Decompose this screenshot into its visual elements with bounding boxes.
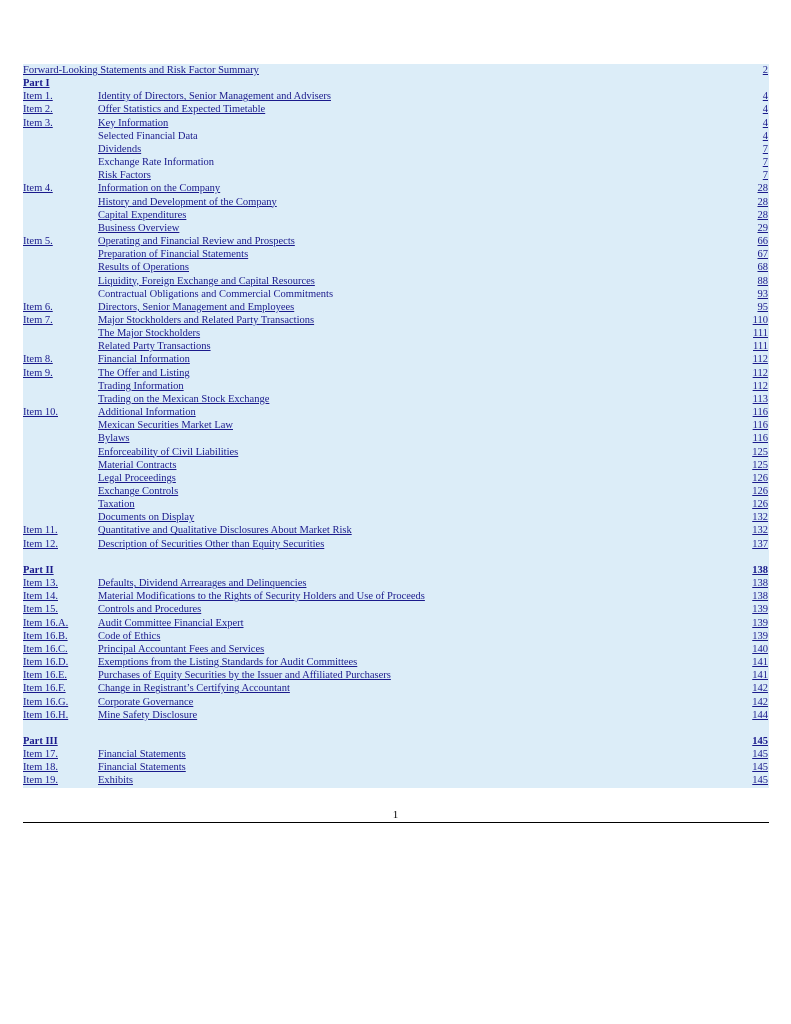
toc-row <box>23 261 769 274</box>
item-number-link[interactable]: Item 2. <box>23 104 53 116</box>
page-number-link[interactable]: 137 <box>752 538 768 550</box>
page-number-link[interactable]: 138 <box>752 564 768 576</box>
toc-row <box>23 472 769 485</box>
toc-row <box>23 485 769 498</box>
page-number-link[interactable]: 7 <box>762 143 768 155</box>
toc-row <box>23 511 769 524</box>
item-number-link[interactable]: Item 17. <box>23 749 58 761</box>
toc-row <box>23 275 769 288</box>
item-number-link[interactable]: Item 14. <box>23 591 58 603</box>
toc-row <box>23 630 769 643</box>
page-number-link[interactable]: 28 <box>757 209 768 221</box>
toc-row <box>23 538 769 551</box>
section-title-link[interactable]: Capital Expenditures <box>98 209 187 221</box>
section-title-link[interactable]: Operating and Financial Review and Prospects <box>98 236 295 248</box>
section-title-link[interactable]: History and Development of the Company <box>98 196 277 208</box>
page-number-link[interactable]: 111 <box>753 341 768 353</box>
page-number-link[interactable]: 2 <box>762 65 768 76</box>
section-title-link[interactable]: Forward-Looking Statements and Risk Factor Summary <box>23 65 259 76</box>
section-title-link[interactable]: Exhibits <box>98 775 134 787</box>
page-number-link[interactable]: 116 <box>752 433 768 445</box>
item-number-link[interactable]: Item 8. <box>23 354 53 366</box>
toc-row <box>23 222 769 235</box>
toc-row <box>23 301 769 314</box>
page-number-link[interactable]: 126 <box>752 472 768 484</box>
toc-row <box>23 656 769 669</box>
toc-row <box>23 669 769 682</box>
page-number-link[interactable]: 93 <box>757 288 768 300</box>
page-number-link[interactable]: 125 <box>752 446 768 458</box>
toc-row <box>23 380 769 393</box>
section-title-link[interactable]: Audit Committee Financial Expert <box>98 617 244 629</box>
page-number-link[interactable]: 139 <box>752 604 768 616</box>
section-title-link[interactable]: Material Contracts <box>98 459 177 471</box>
item-number-link[interactable]: Item 16.A. <box>23 617 69 629</box>
section-title-link[interactable]: Liquidity, Foreign Exchange and Capital Resources <box>98 275 315 287</box>
section-title-link[interactable]: Quantitative and Qualitative Disclosures About Market Risk <box>98 525 352 537</box>
item-number-link[interactable]: Item 10. <box>23 407 58 419</box>
page-number-link[interactable]: 112 <box>752 354 768 366</box>
page-number-link[interactable]: 139 <box>752 617 768 629</box>
toc-row <box>23 103 769 116</box>
section-title-link[interactable]: Corporate Governance <box>98 696 194 708</box>
page-number-link[interactable]: 141 <box>752 670 768 682</box>
page-number-link[interactable]: 112 <box>752 367 768 379</box>
item-number-link[interactable]: Item 13. <box>23 578 58 590</box>
toc-row <box>23 130 769 143</box>
page-number-link[interactable]: 29 <box>757 222 768 234</box>
toc-row <box>23 524 769 537</box>
toc-spacer-row <box>23 551 769 564</box>
section-title-link[interactable]: Dividends <box>98 143 142 155</box>
page-number-link[interactable]: 111 <box>753 328 768 340</box>
item-number-link[interactable]: Item 5. <box>23 236 53 248</box>
page-number-link[interactable]: 142 <box>752 696 768 708</box>
toc-part-row <box>23 735 769 748</box>
toc-row <box>23 340 769 353</box>
section-title-link[interactable]: Controls and Procedures <box>98 604 202 616</box>
item-number-link[interactable]: Item 9. <box>23 367 53 379</box>
section-title-link: Selected Financial Data <box>98 130 198 142</box>
toc-row <box>23 761 769 774</box>
page-number-link[interactable]: 116 <box>752 407 768 419</box>
page-number-link[interactable]: 110 <box>752 314 768 326</box>
section-title-link[interactable]: Description of Securities Other than Equity Securities <box>98 538 325 550</box>
section-title-link: Contractual Obligations and Commercial Commitments <box>98 288 334 300</box>
item-number-link[interactable]: Item 15. <box>23 604 58 616</box>
page-number-link[interactable]: 125 <box>752 459 768 471</box>
page-number-link[interactable]: 112 <box>752 380 768 392</box>
item-number-link[interactable]: Item 1. <box>23 91 53 103</box>
toc-part-row <box>23 77 769 90</box>
item-number-link[interactable]: Item 16.F. <box>23 683 66 695</box>
page-number-link[interactable]: 116 <box>752 420 768 432</box>
toc-row <box>23 367 769 380</box>
toc-row <box>23 288 769 301</box>
item-number-link[interactable]: Item 16.H. <box>23 709 69 721</box>
toc-row <box>23 432 769 445</box>
page-number-link[interactable]: 144 <box>752 709 768 721</box>
item-number-link[interactable]: Item 12. <box>23 538 58 550</box>
page-number-link[interactable]: 68 <box>757 262 768 274</box>
page-number-link[interactable]: 145 <box>752 775 768 787</box>
section-title-link[interactable]: Business Overview <box>98 222 180 234</box>
section-title-link[interactable]: Mine Safety Disclosure <box>98 709 198 721</box>
page-number-link[interactable]: 132 <box>752 525 768 537</box>
toc-row <box>23 682 769 695</box>
toc-row <box>23 117 769 130</box>
page-number-link[interactable]: 139 <box>752 630 768 642</box>
page-number-link[interactable]: 140 <box>752 643 768 655</box>
toc-row <box>23 603 769 616</box>
toc-row <box>23 419 769 432</box>
page-number-link[interactable]: 138 <box>752 591 768 603</box>
page-number-link[interactable]: 4 <box>762 130 768 142</box>
toc-row <box>23 169 769 182</box>
page-number-link[interactable]: 145 <box>752 749 768 761</box>
toc-row <box>23 353 769 366</box>
item-number-link[interactable]: Item 19. <box>23 775 58 787</box>
item-number-link[interactable]: Item 11. <box>23 525 58 537</box>
section-title-link[interactable]: Directors, Senior Management and Employees <box>98 301 295 313</box>
page-number-link[interactable]: 7 <box>762 157 768 169</box>
item-number-link[interactable]: Item 3. <box>23 117 53 129</box>
section-title-link[interactable]: Bylaws <box>98 433 130 445</box>
page-number-link[interactable]: 132 <box>752 512 768 524</box>
page-number-link[interactable]: 145 <box>752 735 768 747</box>
toc-row <box>23 393 769 406</box>
footer-divider <box>23 822 769 823</box>
page-number-link[interactable]: 4 <box>762 117 768 129</box>
item-number-link[interactable]: Item 18. <box>23 762 58 774</box>
page-number-link[interactable]: 88 <box>757 275 768 287</box>
page-number-link[interactable]: 138 <box>752 578 768 590</box>
toc-row <box>23 327 769 340</box>
section-title-link[interactable]: Purchases of Equity Securities by the Issuer and Affiliated Purchasers <box>98 670 391 682</box>
toc-row <box>23 617 769 630</box>
section-title-link[interactable]: Documents on Display <box>98 512 195 524</box>
section-title-link[interactable]: Code of Ethics <box>98 630 161 642</box>
section-title-link[interactable]: Enforceability of Civil Liabilities <box>98 446 239 458</box>
page-number-link[interactable]: 28 <box>757 196 768 208</box>
item-number-link[interactable]: Item 7. <box>23 314 53 326</box>
section-title-link[interactable]: Trading on the Mexican Stock Exchange <box>98 393 270 405</box>
section-title-link[interactable]: Information on the Company <box>98 183 221 195</box>
part-heading-link[interactable]: Part II <box>23 564 54 576</box>
section-title-link[interactable]: Financial Information <box>98 354 190 366</box>
section-title-link[interactable]: Financial Statements <box>98 749 186 761</box>
section-title-link[interactable]: Risk Factors <box>98 170 151 182</box>
section-title-link[interactable]: Related Party Transactions <box>98 341 211 353</box>
toc-row <box>23 577 769 590</box>
section-title-link[interactable]: Preparation of Financial Statements <box>98 249 249 261</box>
section-title-link[interactable]: Major Stockholders and Related Party Transactions <box>98 314 315 326</box>
toc-row <box>23 459 769 472</box>
item-number-link[interactable]: Item 16.G. <box>23 696 69 708</box>
toc-row <box>23 314 769 327</box>
page-number-link[interactable]: 4 <box>762 104 768 116</box>
toc-row <box>23 696 769 709</box>
page-number-link[interactable]: 145 <box>752 762 768 774</box>
item-number-link[interactable]: Item 16.C. <box>23 643 68 655</box>
section-title-link[interactable]: Key Information <box>98 117 169 129</box>
toc-row <box>23 196 769 209</box>
toc-row <box>23 406 769 419</box>
page-number-link[interactable]: 28 <box>757 183 768 195</box>
section-title-link[interactable]: Exchange Controls <box>98 486 179 497</box>
toc-row <box>23 748 769 761</box>
page-number: 1 <box>392 809 399 821</box>
item-number-link[interactable]: Item 16.E. <box>23 670 68 682</box>
section-title-link[interactable]: Taxation <box>98 499 135 511</box>
page-number-link[interactable]: 4 <box>762 91 768 103</box>
section-title-link[interactable]: Financial Statements <box>98 762 186 774</box>
section-title-link[interactable]: Material Modifications to the Rights of Security Holders and Use of Proceeds <box>98 591 425 603</box>
section-title-link[interactable]: Legal Proceedings <box>98 472 176 484</box>
page-number-link[interactable]: 126 <box>752 499 768 511</box>
toc-row <box>23 446 769 459</box>
toc-spacer-row <box>23 722 769 735</box>
section-title-link[interactable]: The Offer and Listing <box>98 367 190 379</box>
section-title-link[interactable]: Mexican Securities Market Law <box>98 420 233 432</box>
page-number-link[interactable]: 7 <box>762 170 768 182</box>
item-number-link[interactable]: Item 16.D. <box>23 657 69 669</box>
section-title-link[interactable]: Offer Statistics and Expected Timetable <box>98 104 266 116</box>
toc-row <box>23 64 769 77</box>
toc-row <box>23 498 769 511</box>
toc-row <box>23 90 769 103</box>
section-title-link[interactable]: Results of Operations <box>98 262 189 274</box>
section-title-link[interactable]: Defaults, Dividend Arrearages and Delinquencies <box>98 578 307 590</box>
item-number-link[interactable]: Item 16.B. <box>23 630 68 642</box>
part-heading-link[interactable]: Part I <box>23 78 50 90</box>
page-number-link[interactable]: 113 <box>752 393 768 405</box>
section-title-link[interactable]: Exemptions from the Listing Standards for Audit Committees <box>98 657 358 669</box>
section-title-link[interactable]: The Major Stockholders <box>98 328 201 340</box>
item-number-link[interactable]: Item 6. <box>23 301 53 313</box>
section-title-link[interactable]: Change in Registrant’s Certifying Accountant <box>98 683 290 695</box>
toc-row <box>23 209 769 222</box>
page-number-link[interactable]: 67 <box>757 249 768 261</box>
toc-row <box>23 235 769 248</box>
page-number-link[interactable]: 126 <box>752 486 768 497</box>
page-number-link[interactable]: 142 <box>752 683 768 695</box>
toc-row <box>23 143 769 156</box>
toc-row <box>23 248 769 261</box>
toc-row <box>23 643 769 656</box>
part-heading-link[interactable]: Part III <box>23 735 58 747</box>
section-title-link: Exchange Rate Information <box>98 157 215 169</box>
section-title-link[interactable]: Identity of Directors, Senior Management and Advisers <box>98 91 331 103</box>
toc-row <box>23 182 769 195</box>
toc-row <box>23 590 769 603</box>
toc-part-row <box>23 564 769 577</box>
table-of-contents <box>23 64 769 788</box>
section-title-link[interactable]: Trading Information <box>98 380 184 392</box>
toc-row <box>23 774 769 787</box>
section-title-link[interactable]: Additional Information <box>98 407 196 419</box>
toc-row <box>23 709 769 722</box>
toc-row <box>23 156 769 169</box>
page-number-link[interactable]: 66 <box>757 236 768 248</box>
item-number-link[interactable]: Item 4. <box>23 183 53 195</box>
page-number-link[interactable]: 95 <box>757 301 768 313</box>
page-number-link[interactable]: 141 <box>752 657 768 669</box>
section-title-link[interactable]: Principal Accountant Fees and Services <box>98 643 265 655</box>
